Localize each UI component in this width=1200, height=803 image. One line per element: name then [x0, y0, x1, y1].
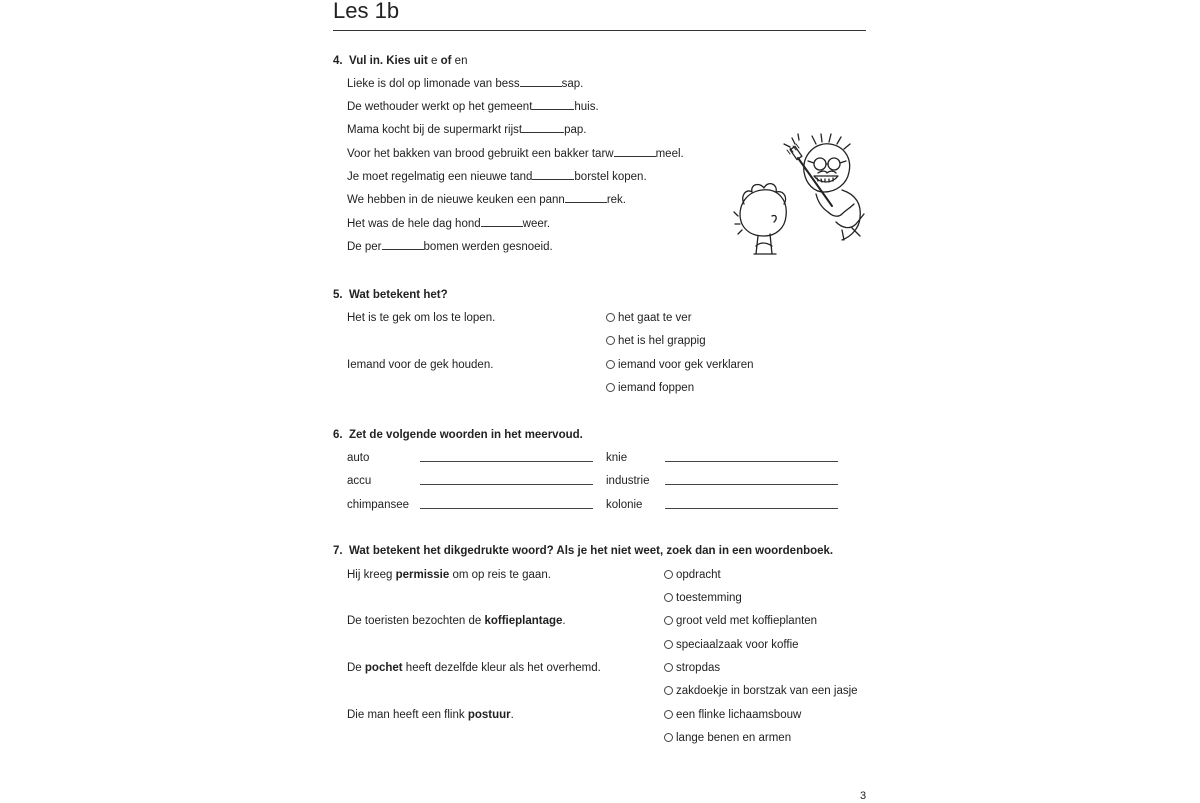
fill-in-blank[interactable] — [614, 147, 656, 157]
ex5-heading — [333, 288, 448, 302]
ex4-line — [347, 240, 553, 254]
answer-line[interactable] — [420, 508, 593, 509]
dentist-illustration — [732, 132, 872, 260]
ex6-word: chimpansee — [347, 499, 410, 511]
fill-in-blank[interactable] — [532, 100, 574, 110]
ex4-line — [347, 123, 587, 137]
ex7-option[interactable] — [664, 568, 721, 582]
ex4-line-after: meel. — [655, 148, 684, 160]
ex4-heading-text: Vul in. Kies uit — [348, 55, 428, 67]
ex6-word: accu — [347, 475, 372, 487]
radio-button[interactable] — [664, 686, 673, 695]
bold-word: permissie — [395, 569, 450, 581]
fill-in-blank[interactable] — [481, 217, 523, 227]
ex5-option[interactable] — [606, 334, 706, 348]
radio-button[interactable] — [606, 360, 615, 369]
ex4-line — [347, 147, 684, 161]
ex4-line-before: We hebben in de nieuwe keuken een pann — [347, 194, 565, 206]
ex5-question: Het is te gek om los te lopen. — [347, 312, 496, 324]
ex4-option-en: en — [454, 55, 468, 67]
sentence-text: De toeristen bezochten de — [347, 615, 485, 627]
ex4-line-after: borstel kopen. — [574, 171, 647, 183]
page-title: Les 1b — [333, 0, 400, 23]
page-number: 3 — [860, 790, 867, 802]
sentence-text: om op reis te gaan. — [449, 569, 551, 581]
ex5-option[interactable] — [606, 381, 694, 395]
ex4-line — [347, 77, 583, 91]
option-label: het gaat te ver — [618, 312, 692, 324]
radio-button[interactable] — [664, 616, 673, 625]
ex4-line — [347, 100, 599, 114]
sentence-text: . — [562, 615, 566, 627]
title-rule — [333, 30, 866, 31]
ex6-number: 6. — [333, 429, 343, 441]
answer-line[interactable] — [665, 508, 838, 509]
ex6-heading-text: Zet de volgende woorden in het meervoud. — [348, 429, 583, 441]
option-label: zakdoekje in borstzak van een jasje — [676, 685, 858, 697]
ex4-line-before: De wethouder werkt op het gemeent — [347, 101, 533, 113]
option-label: groot veld met koffieplanten — [676, 615, 818, 627]
option-label: opdracht — [676, 569, 721, 581]
bold-word: postuur — [467, 709, 511, 721]
sentence-text: heeft dezelfde kleur als het overhemd. — [402, 662, 601, 674]
ex7-option[interactable] — [664, 614, 817, 628]
option-label: iemand voor gek verklaren — [618, 359, 754, 371]
ex4-line — [347, 170, 647, 184]
ex7-option[interactable] — [664, 684, 858, 698]
ex7-option[interactable] — [664, 731, 791, 745]
ex6-word: kolonie — [606, 499, 643, 511]
ex7-sentence — [347, 661, 601, 675]
bold-word: koffieplantage — [484, 615, 563, 627]
answer-line[interactable] — [420, 461, 593, 462]
radio-button[interactable] — [664, 570, 673, 579]
radio-button[interactable] — [664, 733, 673, 742]
ex7-option[interactable] — [664, 661, 720, 675]
option-label: lange benen en armen — [676, 732, 792, 744]
ex7-heading-text: Wat betekent het dikgedrukte woord? Als je het niet weet, zoek dan in een woordenboek. — [348, 545, 834, 557]
option-label: toestemming — [676, 592, 742, 604]
ex7-option[interactable] — [664, 708, 801, 722]
ex5-number: 5. — [333, 289, 343, 301]
radio-button[interactable] — [664, 710, 673, 719]
sentence-text: . — [510, 709, 514, 721]
ex7-heading — [333, 544, 833, 558]
ex4-line-before: De per — [347, 241, 382, 253]
ex6-word: knie — [606, 452, 628, 464]
radio-button[interactable] — [664, 663, 673, 672]
ex4-line-before: Mama kocht bij de supermarkt rijst — [347, 124, 523, 136]
bold-word: pochet — [364, 662, 403, 674]
option-label: iemand foppen — [618, 382, 695, 394]
radio-button[interactable] — [606, 313, 615, 322]
option-label: speciaalzaak voor koffie — [676, 639, 799, 651]
option-label: het is hel grappig — [618, 335, 706, 347]
ex4-option-e: e — [431, 55, 438, 67]
ex4-of: of — [440, 55, 452, 67]
ex4-line — [347, 217, 550, 231]
answer-line[interactable] — [665, 484, 838, 485]
ex5-heading-text: Wat betekent het? — [348, 289, 448, 301]
radio-button[interactable] — [664, 640, 673, 649]
ex4-line-before: Je moet regelmatig een nieuwe tand — [347, 171, 533, 183]
ex4-line-after: rek. — [606, 194, 626, 206]
ex7-sentence — [347, 568, 551, 582]
sentence-text: Die man heeft een flink — [347, 709, 468, 721]
radio-button[interactable] — [606, 336, 615, 345]
ex4-line-after: pap. — [564, 124, 587, 136]
fill-in-blank[interactable] — [565, 193, 607, 203]
ex7-sentence — [347, 614, 566, 628]
ex6-word: auto — [347, 452, 370, 464]
ex5-option[interactable] — [606, 311, 692, 325]
ex4-number: 4. — [333, 55, 343, 67]
ex4-line-after: sap. — [561, 78, 584, 90]
ex7-number: 7. — [333, 545, 343, 557]
fill-in-blank[interactable] — [522, 123, 564, 133]
ex6-heading — [333, 428, 583, 442]
ex5-question: Iemand voor de gek houden. — [347, 359, 494, 371]
ex4-line-after: weer. — [522, 218, 551, 230]
ex6-word: industrie — [606, 475, 650, 487]
ex4-line-after: huis. — [574, 101, 599, 113]
answer-line[interactable] — [665, 461, 838, 462]
answer-line[interactable] — [420, 484, 593, 485]
fill-in-blank[interactable] — [532, 170, 574, 180]
ex7-sentence — [347, 708, 514, 722]
option-label: een flinke lichaamsbouw — [676, 709, 802, 721]
option-label: stropdas — [676, 662, 721, 674]
ex7-option[interactable] — [664, 591, 742, 605]
ex4-line-before: Het was de hele dag hond — [347, 218, 481, 230]
sentence-text: De — [347, 662, 365, 674]
ex4-line-after: bomen werden gesnoeid. — [423, 241, 553, 253]
ex4-heading — [333, 54, 467, 68]
ex7-option[interactable] — [664, 638, 799, 652]
ex5-option[interactable] — [606, 358, 754, 372]
fill-in-blank[interactable] — [382, 240, 424, 250]
ex4-line — [347, 193, 626, 207]
radio-button[interactable] — [606, 383, 615, 392]
ex4-line-before: Voor het bakken van brood gebruikt een bakker tarw — [347, 148, 614, 160]
sentence-text: Hij kreeg — [347, 569, 396, 581]
ex4-line-before: Lieke is dol op limonade van bess — [347, 78, 520, 90]
radio-button[interactable] — [664, 593, 673, 602]
fill-in-blank[interactable] — [520, 77, 562, 87]
